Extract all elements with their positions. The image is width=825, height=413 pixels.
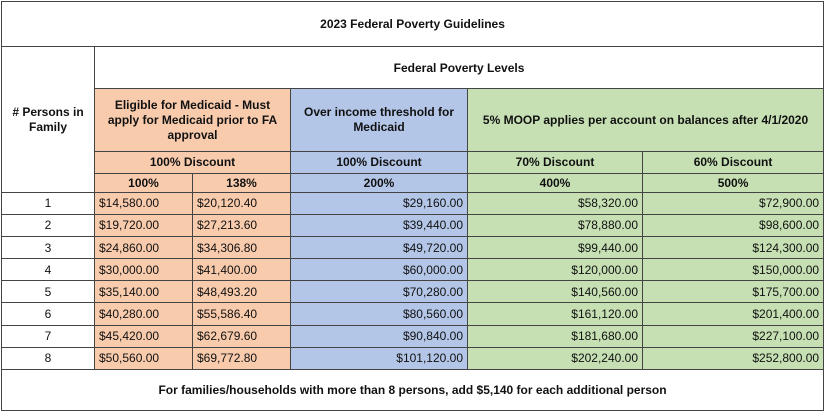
table-row [2, 237, 824, 259]
moop-70-discount: 70% Discount [468, 151, 643, 173]
persons-header: # Persons in Family [2, 47, 95, 192]
value-138: $69,772.80 [193, 347, 291, 369]
poverty-guidelines-table [1, 1, 824, 411]
value-138: $62,679.60 [193, 325, 291, 347]
value-400: $99,440.00 [468, 237, 643, 259]
value-500: $201,400.00 [643, 303, 824, 325]
percent-header-100: 100% [95, 173, 193, 192]
persons-count: 7 [2, 325, 95, 347]
value-400: $202,240.00 [468, 347, 643, 369]
value-400: $78,880.00 [468, 214, 643, 236]
medicaid-discount: 100% Discount [95, 151, 291, 173]
table-row [2, 214, 824, 236]
value-500: $252,800.00 [643, 347, 824, 369]
moop-group-header: 5% MOOP applies per account on balances after 4/1/2020 [468, 89, 824, 151]
persons-count: 4 [2, 259, 95, 281]
value-500: $98,600.00 [643, 214, 824, 236]
value-100: $24,860.00 [95, 237, 193, 259]
table-row [2, 281, 824, 303]
value-200: $29,160.00 [291, 192, 468, 214]
percent-header-400: 400% [468, 173, 643, 192]
value-200: $49,720.00 [291, 237, 468, 259]
table-row [2, 192, 824, 214]
value-400: $140,560.00 [468, 281, 643, 303]
moop-60-discount: 60% Discount [643, 151, 824, 173]
value-200: $60,000.00 [291, 259, 468, 281]
subtitle: Federal Poverty Levels [95, 47, 824, 89]
value-100: $19,720.00 [95, 214, 193, 236]
value-138: $20,120.40 [193, 192, 291, 214]
value-500: $227,100.00 [643, 325, 824, 347]
value-500: $72,900.00 [643, 192, 824, 214]
value-138: $55,586.40 [193, 303, 291, 325]
footer-note: For families/households with more than 8 persons, add $5,140 for each additional person [2, 369, 824, 410]
persons-count: 6 [2, 303, 95, 325]
value-500: $150,000.00 [643, 259, 824, 281]
value-200: $39,440.00 [291, 214, 468, 236]
persons-count: 3 [2, 237, 95, 259]
value-100: $35,140.00 [95, 281, 193, 303]
value-200: $80,560.00 [291, 303, 468, 325]
persons-count: 8 [2, 347, 95, 369]
persons-count: 1 [2, 192, 95, 214]
value-400: $120,000.00 [468, 259, 643, 281]
percent-header-200: 200% [291, 173, 468, 192]
percent-header-138: 138% [193, 173, 291, 192]
value-100: $14,580.00 [95, 192, 193, 214]
value-100: $45,420.00 [95, 325, 193, 347]
value-500: $124,300.00 [643, 237, 824, 259]
persons-count: 2 [2, 214, 95, 236]
table-row [2, 325, 824, 347]
table-row [2, 347, 824, 369]
table-row [2, 259, 824, 281]
value-138: $48,493.20 [193, 281, 291, 303]
percent-header-500: 500% [643, 173, 824, 192]
value-200: $90,840.00 [291, 325, 468, 347]
over-income-discount: 100% Discount [291, 151, 468, 173]
over-income-group-header: Over income threshold for Medicaid [291, 89, 468, 151]
page-title: 2023 Federal Poverty Guidelines [2, 2, 824, 47]
value-138: $34,306.80 [193, 237, 291, 259]
value-100: $50,560.00 [95, 347, 193, 369]
table-row [2, 303, 824, 325]
value-400: $58,320.00 [468, 192, 643, 214]
persons-count: 5 [2, 281, 95, 303]
value-138: $27,213.60 [193, 214, 291, 236]
value-100: $30,000.00 [95, 259, 193, 281]
value-400: $161,120.00 [468, 303, 643, 325]
value-400: $181,680.00 [468, 325, 643, 347]
value-200: $70,280.00 [291, 281, 468, 303]
value-100: $40,280.00 [95, 303, 193, 325]
value-200: $101,120.00 [291, 347, 468, 369]
medicaid-group-header: Eligible for Medicaid - Must apply for Medicaid prior to FA approval [95, 89, 291, 151]
value-500: $175,700.00 [643, 281, 824, 303]
value-138: $41,400.00 [193, 259, 291, 281]
